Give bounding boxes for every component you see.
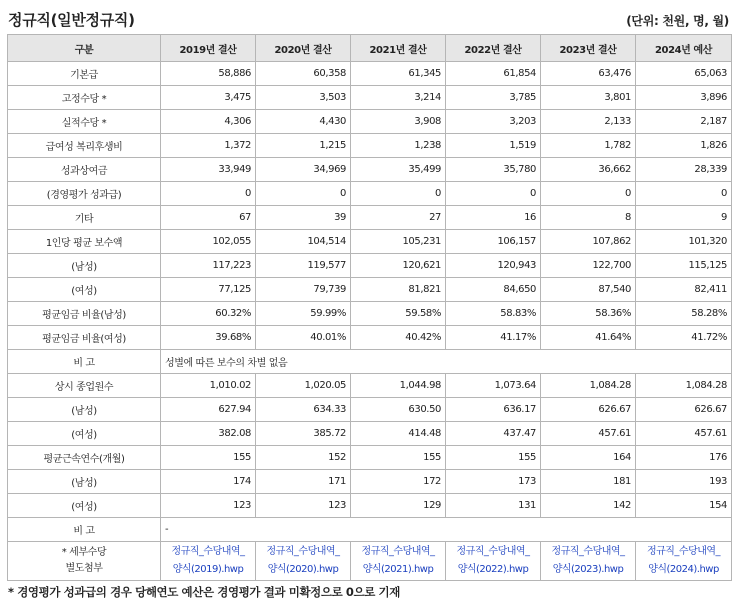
table-cell: 87,540	[541, 278, 636, 302]
table-cell: 41.72%	[636, 326, 732, 350]
note-text: -	[161, 518, 732, 542]
table-cell: 457.61	[636, 422, 732, 446]
table-cell: 0	[541, 182, 636, 206]
column-header: 2022년 결산	[446, 35, 541, 62]
table-row	[8, 398, 732, 422]
table-row	[8, 110, 732, 134]
table-cell: 35,780	[446, 158, 541, 182]
table-cell: 2,133	[541, 110, 636, 134]
footnote: * 경영평가 성과급의 경우 당해연도 예산은 경영평가 결과 미확정으로 0으로 기재	[8, 585, 400, 599]
table-cell: 36,662	[541, 158, 636, 182]
table-cell: 61,345	[351, 62, 446, 86]
table-row	[8, 86, 732, 110]
table-cell: 123	[256, 494, 351, 518]
table-cell: 634.33	[256, 398, 351, 422]
note-label: 비 고	[8, 518, 161, 542]
table-cell: 173	[446, 470, 541, 494]
table-cell: 385.72	[256, 422, 351, 446]
table-cell: 61,854	[446, 62, 541, 86]
table-cell: 3,785	[446, 86, 541, 110]
table-cell: 101,320	[636, 230, 732, 254]
note-row	[8, 518, 732, 542]
table-row	[8, 422, 732, 446]
table-cell: 41.64%	[541, 326, 636, 350]
table-cell: 129	[351, 494, 446, 518]
row-label: (경영평가 성과급)	[8, 182, 161, 206]
row-label: (여성)	[8, 278, 161, 302]
table-cell: 123	[161, 494, 256, 518]
table-row	[8, 278, 732, 302]
file-name-line1[interactable]: 정규직_수당내역_	[266, 546, 340, 557]
table-cell: 33,949	[161, 158, 256, 182]
table-row	[8, 230, 732, 254]
table-cell: 164	[541, 446, 636, 470]
table-cell: 58.36%	[541, 302, 636, 326]
table-cell: 142	[541, 494, 636, 518]
table-cell: 0	[256, 182, 351, 206]
table-cell: 105,231	[351, 230, 446, 254]
table-cell: 1,010.02	[161, 374, 256, 398]
table-row	[8, 158, 732, 182]
table-row	[8, 446, 732, 470]
note-text: 성별에 따른 보수의 차별 없음	[161, 350, 732, 374]
column-header: 2023년 결산	[541, 35, 636, 62]
table-cell: 40.42%	[351, 326, 446, 350]
table-cell: 115,125	[636, 254, 732, 278]
table-cell: 626.67	[636, 398, 732, 422]
attachment-file-link[interactable]	[161, 542, 256, 581]
table-cell: 1,826	[636, 134, 732, 158]
file-name-line2[interactable]: 양식(2023).hwp	[552, 564, 624, 575]
table-cell: 41.17%	[446, 326, 541, 350]
table-cell: 35,499	[351, 158, 446, 182]
row-label: 기본급	[8, 62, 161, 86]
table-cell: 1,020.05	[256, 374, 351, 398]
attachment-row	[8, 542, 732, 581]
table-cell: 155	[351, 446, 446, 470]
table-cell: 181	[541, 470, 636, 494]
row-label: 평균근속연수(개월)	[8, 446, 161, 470]
table-cell: 67	[161, 206, 256, 230]
table-cell: 152	[256, 446, 351, 470]
table-cell: 3,214	[351, 86, 446, 110]
table-cell: 1,238	[351, 134, 446, 158]
attachment-file-link[interactable]	[351, 542, 446, 581]
table-cell: 176	[636, 446, 732, 470]
table-cell: 155	[446, 446, 541, 470]
table-cell: 34,969	[256, 158, 351, 182]
table-cell: 3,203	[446, 110, 541, 134]
page-title: 정규직(일반정규직)	[8, 11, 135, 29]
row-label: 급여성 복리후생비	[8, 134, 161, 158]
table-cell: 131	[446, 494, 541, 518]
file-name-line1[interactable]: 정규직_수당내역_	[361, 546, 435, 557]
unit-label: (단위: 천원, 명, 월)	[626, 14, 729, 28]
attachment-label	[8, 542, 161, 581]
table-row	[8, 206, 732, 230]
file-name-line1[interactable]: 정규직_수당내역_	[646, 546, 721, 557]
table-cell: 1,782	[541, 134, 636, 158]
table-cell: 3,896	[636, 86, 732, 110]
column-header: 2019년 결산	[161, 35, 256, 62]
column-header: 구분	[8, 35, 161, 62]
table-cell: 154	[636, 494, 732, 518]
table-cell: 104,514	[256, 230, 351, 254]
row-label: 평균임금 비율(남성)	[8, 302, 161, 326]
table-cell: 39	[256, 206, 351, 230]
file-name-line2[interactable]: 양식(2019).hwp	[172, 564, 244, 575]
table-cell: 82,411	[636, 278, 732, 302]
table-cell: 79,739	[256, 278, 351, 302]
table-cell: 155	[161, 446, 256, 470]
row-label: 1인당 평균 보수액	[8, 230, 161, 254]
table-cell: 39.68%	[161, 326, 256, 350]
column-header: 2021년 결산	[351, 35, 446, 62]
table-cell: 3,908	[351, 110, 446, 134]
row-label: (남성)	[8, 254, 161, 278]
column-header: 2020년 결산	[256, 35, 351, 62]
table-row	[8, 494, 732, 518]
attachment-file-link[interactable]	[541, 542, 636, 581]
table-cell: 174	[161, 470, 256, 494]
table-cell: 626.67	[541, 398, 636, 422]
row-label: 기타	[8, 206, 161, 230]
row-label: 상시 종업원수	[8, 374, 161, 398]
row-label: 평균임금 비율(여성)	[8, 326, 161, 350]
attachment-file-link[interactable]	[446, 542, 541, 581]
table-cell: 1,044.98	[351, 374, 446, 398]
table-cell: 2,187	[636, 110, 732, 134]
table-cell: 119,577	[256, 254, 351, 278]
note-row	[8, 350, 732, 374]
table-cell: 58,886	[161, 62, 256, 86]
table-cell: 60.32%	[161, 302, 256, 326]
table-row	[8, 254, 732, 278]
table-cell: 120,943	[446, 254, 541, 278]
table-cell: 84,650	[446, 278, 541, 302]
table-cell: 4,306	[161, 110, 256, 134]
table-cell: 3,801	[541, 86, 636, 110]
table-cell: 106,157	[446, 230, 541, 254]
table-cell: 1,084.28	[636, 374, 732, 398]
file-name-line2[interactable]: 양식(2020).hwp	[267, 564, 339, 575]
table-cell: 40.01%	[256, 326, 351, 350]
table-cell: 193	[636, 470, 732, 494]
file-name-line1[interactable]: 정규직_수당내역_	[456, 546, 530, 557]
table-cell: 77,125	[161, 278, 256, 302]
table-cell: 65,063	[636, 62, 732, 86]
table-cell: 60,358	[256, 62, 351, 86]
table-cell: 636.17	[446, 398, 541, 422]
table-cell: 81,821	[351, 278, 446, 302]
table-cell: 0	[446, 182, 541, 206]
row-label: (남성)	[8, 470, 161, 494]
table-cell: 414.48	[351, 422, 446, 446]
table-cell: 8	[541, 206, 636, 230]
file-name-line2[interactable]: 양식(2022).hwp	[457, 564, 529, 575]
table-row	[8, 134, 732, 158]
table-cell: 0	[636, 182, 732, 206]
table-cell: 1,519	[446, 134, 541, 158]
table-cell: 58.83%	[446, 302, 541, 326]
table-cell: 457.61	[541, 422, 636, 446]
table-cell: 117,223	[161, 254, 256, 278]
column-header: 2024년 예산	[636, 35, 732, 62]
table-row	[8, 326, 732, 350]
table-cell: 122,700	[541, 254, 636, 278]
table-cell: 0	[161, 182, 256, 206]
table-cell: 59.99%	[256, 302, 351, 326]
table-cell: 1,215	[256, 134, 351, 158]
table-cell: 9	[636, 206, 732, 230]
table-cell: 171	[256, 470, 351, 494]
header-row	[8, 35, 732, 62]
note-label: 비 고	[8, 350, 161, 374]
table-cell: 630.50	[351, 398, 446, 422]
row-label: 실적수당 *	[8, 110, 161, 134]
table-cell: 627.94	[161, 398, 256, 422]
table-row	[8, 182, 732, 206]
table-cell: 16	[446, 206, 541, 230]
file-name-line1[interactable]: 정규직_수당내역_	[171, 546, 245, 557]
table-cell: 107,862	[541, 230, 636, 254]
table-cell: 102,055	[161, 230, 256, 254]
table-cell: 3,503	[256, 86, 351, 110]
salary-table	[7, 34, 732, 581]
attachment-file-link[interactable]	[256, 542, 351, 581]
table-cell: 437.47	[446, 422, 541, 446]
file-name-line2[interactable]: 양식(2021).hwp	[362, 564, 434, 575]
attachment-label-line1: * 세부수당	[61, 547, 107, 558]
table-row	[8, 62, 732, 86]
table-cell: 0	[351, 182, 446, 206]
table-cell: 120,621	[351, 254, 446, 278]
row-label: (여성)	[8, 494, 161, 518]
table-cell: 3,475	[161, 86, 256, 110]
table-row	[8, 302, 732, 326]
row-label: (남성)	[8, 398, 161, 422]
table-row	[8, 374, 732, 398]
table-cell: 172	[351, 470, 446, 494]
attachment-file-link[interactable]	[636, 542, 732, 581]
row-label: (여성)	[8, 422, 161, 446]
table-cell: 59.58%	[351, 302, 446, 326]
table-cell: 63,476	[541, 62, 636, 86]
table-row	[8, 470, 732, 494]
row-label: 고정수당 *	[8, 86, 161, 110]
table-cell: 4,430	[256, 110, 351, 134]
table-cell: 382.08	[161, 422, 256, 446]
table-cell: 1,073.64	[446, 374, 541, 398]
attachment-label-line2: 별도첨부	[65, 563, 103, 574]
table-cell: 27	[351, 206, 446, 230]
file-name-line1[interactable]: 정규직_수당내역_	[551, 546, 625, 557]
table-cell: 28,339	[636, 158, 732, 182]
table-cell: 58.28%	[636, 302, 732, 326]
file-name-line2[interactable]: 양식(2024).hwp	[648, 564, 719, 575]
table-cell: 1,372	[161, 134, 256, 158]
row-label: 성과상여금	[8, 158, 161, 182]
table-cell: 1,084.28	[541, 374, 636, 398]
